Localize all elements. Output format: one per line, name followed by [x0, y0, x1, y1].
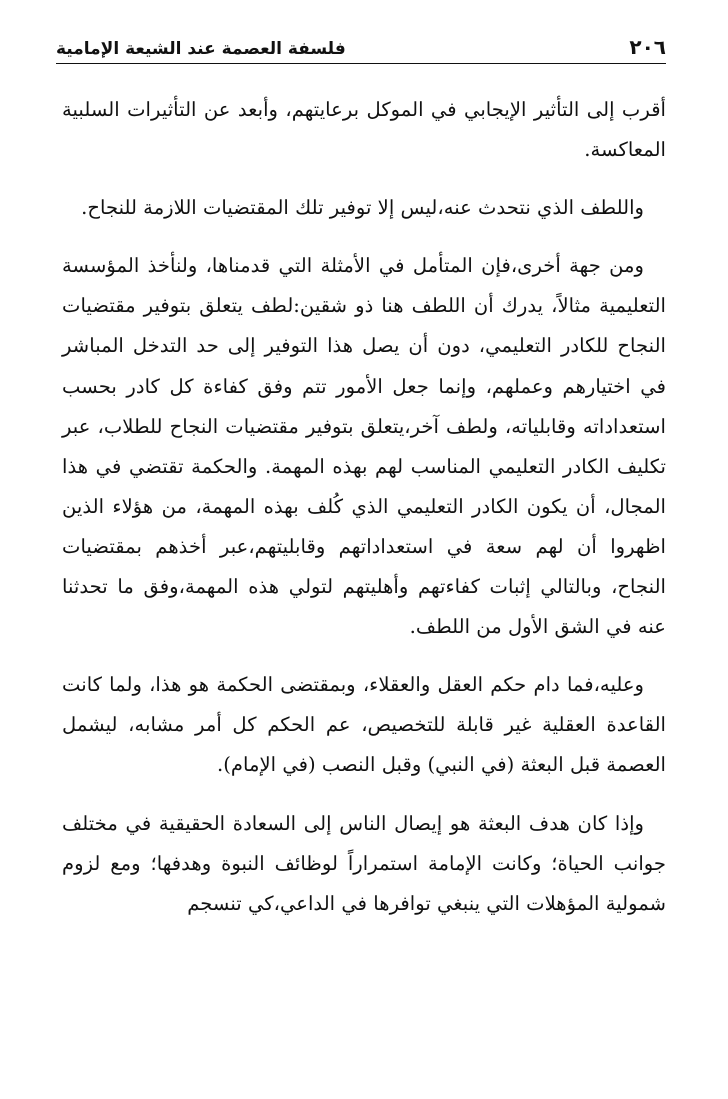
running-title: فلسفة العصمة عند الشيعة الإمامية — [56, 39, 346, 59]
paragraph: وعليه،فما دام حكم العقل والعقلاء، وبمقتضى الحكمة هو هذا، ولما كانت القاعدة العقلية غير قابلة للتخصيص، عم الحكم كل أمر مشابه، ليشمل العصمة قبل البعثة (في النبي) وقبل النصب (في الإمام). — [62, 673, 666, 777]
page-body — [62, 90, 666, 942]
paragraph: ومن جهة أخرى،فإن المتأمل في الأمثلة التي قدمناها، ولنأخذ المؤسسة التعليمية مثالاً، يدرك أن اللطف هنا ذو شقين:لطف يتعلق بتوفير مقتضيات النجاح للكادر التعليمي، دون أن يصل هذا التوفير إلى حد التدخل المباشر في اختيارهم وعملهم، وإنما جعل الأمور تتم وفق كفاءة كل كادر بحسب استعداداته وقابلياته، ولطف آخر،يتعلق بتوفير مقتضيات النجاح للطلاب، عبر تكليف الكادر التعليمي المناسب لهم بهذه المهمة. والحكمة تقتضي في هذا المجال، أن يكون الكادر التعليمي الذي كُلف بهذه المهمة، من هؤلاء الذين اظهروا أن لهم سعة في استعداداتهم وقابليتهم،عبر أخذهم بمقتضيات النجاح، وبالتالي إثبات كفاءتهم وأهليتهم لتولي هذه المهمة،وفق ما تحدثنا عنه في الشق الأول من اللطف. — [62, 254, 666, 639]
page-number: ٢٠٦ — [629, 35, 666, 59]
running-header — [56, 30, 666, 64]
paragraph: وإذا كان هدف البعثة هو إيصال الناس إلى السعادة الحقيقية في مختلف جوانب الحياة؛ وكانت الإمامة استمراراً لوظائف النبوة وهدفها؛ ومع لزوم شمولية المؤهلات التي ينبغي توافرها في الداعي،كي تنسجم — [62, 811, 666, 915]
paragraph: أقرب إلى التأثير الإيجابي في الموكل برعايتهم، وأبعد عن التأثيرات السلبية المعاكسة. — [62, 98, 666, 162]
paragraph: واللطف الذي نتحدث عنه،ليس إلا توفير تلك المقتضيات اللازمة للنجاح. — [81, 196, 644, 220]
